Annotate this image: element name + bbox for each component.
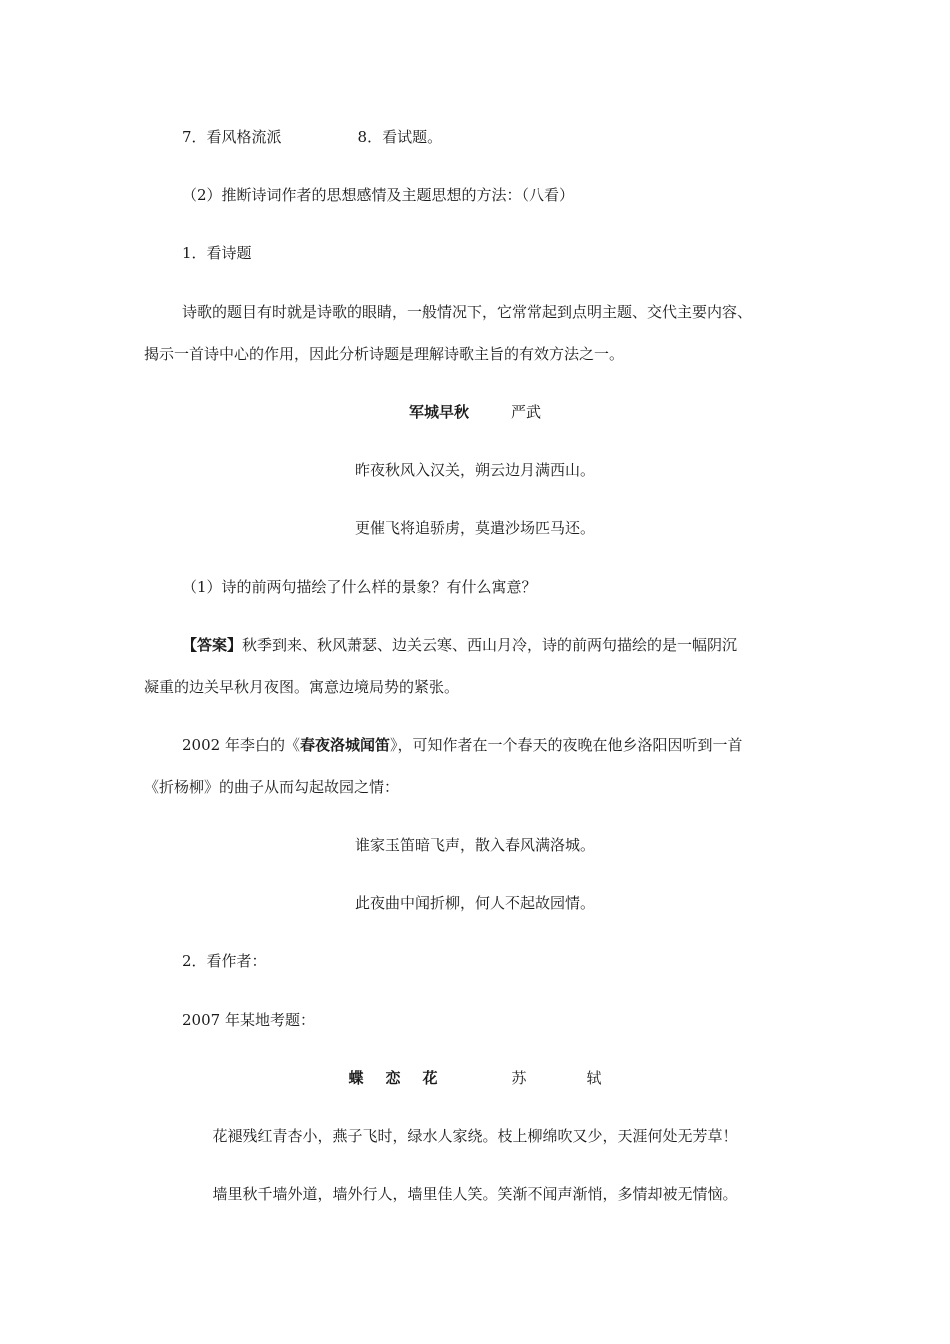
paragraph-2-suffix: 》，可知作者在一个春天的夜晚在他乡洛阳因听到一首 <box>389 736 743 754</box>
method-heading: （2）推断诗词作者的思想感情及主题思想的方法：（八看） <box>182 186 575 204</box>
poem-1-author: 严武 <box>511 403 542 421</box>
paragraph-2-line-2: 《折杨柳》的曲子从而勾起故园之情： <box>144 778 400 796</box>
poem-2-line-1: 谁家玉笛暗飞声，散入春风满洛城。 <box>354 836 595 854</box>
poem-3-title-char-2: 恋 <box>385 1069 401 1087</box>
poem-3-heading <box>0 1068 950 1088</box>
answer-line-1 <box>0 635 950 655</box>
poem-3-line-2: 墙里秋千墙外道，墙外行人，墙里佳人笑。笑渐不闻声渐悄，多情却被无情恼。 <box>212 1185 738 1203</box>
exam-2007-label: 2007 年某地考题： <box>182 1011 315 1029</box>
question-1: （1）诗的前两句描绘了什么样的景象？有什么寓意？ <box>182 578 537 596</box>
paragraph-1-line-1: 诗歌的题目有时就是诗歌的眼睛，一般情况下，它常常起到点明主题、交代主要内容、 <box>182 303 753 321</box>
poem-3-author-char-2: 轼 <box>586 1069 602 1087</box>
poem-1-heading <box>0 402 950 422</box>
paragraph-2-prefix: 2002 年李白的《 <box>182 736 300 754</box>
poem-3-author-char-1: 苏 <box>511 1069 527 1087</box>
poem-3-line-1: 花褪残红青杏小，燕子飞时，绿水人家绕。枝上柳绵吹又少，天涯何处无芳草！ <box>212 1127 738 1145</box>
poem-1-line-2: 更催飞将追骄虏，莫遣沙场匹马还。 <box>354 519 595 537</box>
subheading-look-author: 2．看作者： <box>182 952 267 970</box>
item-8-text: 8．看试题。 <box>357 128 443 146</box>
answer-text-1: 秋季到来、秋风萧瑟、边关云寒、西山月冷，诗的前两句描绘的是一幅阴沉 <box>242 636 738 654</box>
subheading-look-title: 1．看诗题 <box>182 244 252 262</box>
item-7-text: 7．看风格流派 <box>182 128 282 146</box>
answer-label: 【答案】 <box>182 636 243 654</box>
answer-line-2: 凝重的边关早秋月夜图。寓意边境局势的紧张。 <box>144 678 460 696</box>
paragraph-2-line-1 <box>0 735 950 755</box>
poem-1-title: 军城早秋 <box>408 403 469 421</box>
poem-3-title-char-3: 花 <box>422 1069 438 1087</box>
paragraph-1-line-2: 揭示一首诗中心的作用，因此分析诗题是理解诗歌主旨的有效方法之一。 <box>144 345 625 363</box>
line-style-and-question <box>0 127 950 147</box>
poem-3-title-char-1: 蝶 <box>348 1069 364 1087</box>
paragraph-2-poem-title: 春夜洛城闻笛 <box>299 736 390 754</box>
poem-2-line-2: 此夜曲中闻折柳，何人不起故园情。 <box>354 894 595 912</box>
poem-1-line-1: 昨夜秋风入汉关，朔云边月满西山。 <box>354 461 595 479</box>
